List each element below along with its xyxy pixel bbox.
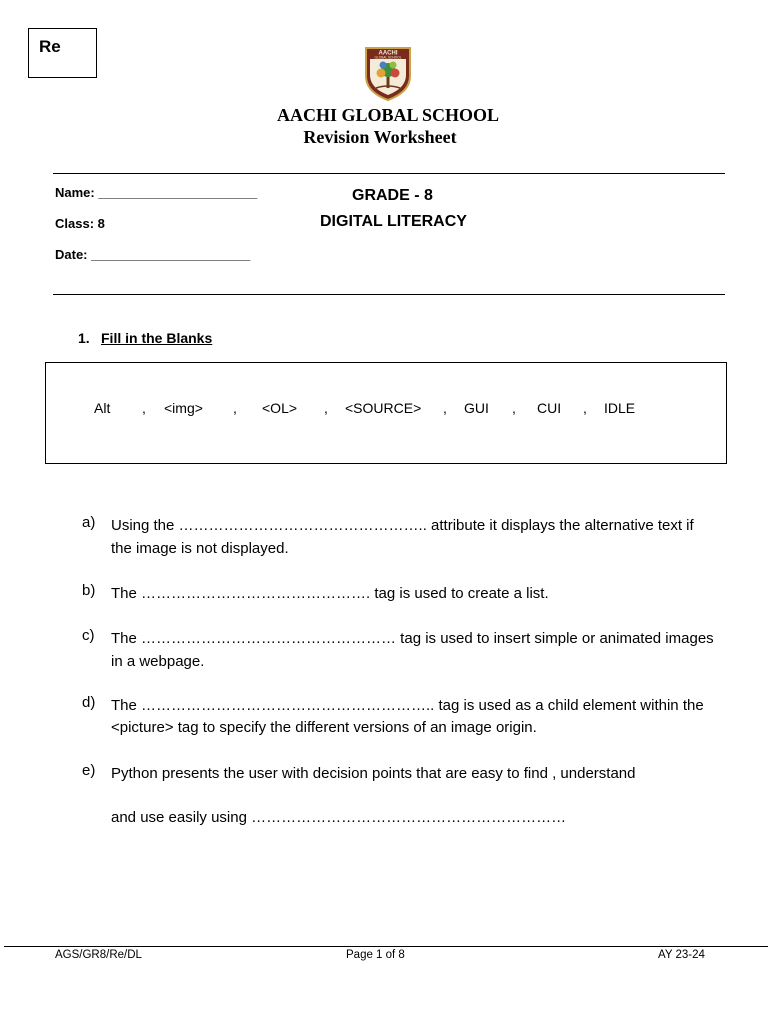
question-line: <picture> tag to specify the different versions of an image origin. (111, 719, 537, 736)
question-letter: c) (82, 627, 95, 644)
footer-divider (4, 946, 768, 947)
school-name: AACHI GLOBAL SCHOOL (276, 105, 500, 125)
school-logo (362, 44, 414, 102)
word-bank-separator: , (512, 400, 516, 416)
section-number: 1. (78, 330, 90, 346)
question-line: in a webpage. (111, 653, 205, 670)
word-bank-separator: , (443, 400, 447, 416)
grade-heading: GRADE - 8 (352, 187, 433, 204)
question-letter: d) (82, 694, 96, 711)
question-letter: a) (82, 514, 96, 531)
name-field-label: Name: ______________________ (55, 185, 258, 200)
word-bank-item: CUI (537, 400, 562, 416)
logo-text-bottom: GLOBAL SCHOOL (374, 55, 402, 60)
question-letter: b) (82, 582, 96, 599)
word-bank-separator: , (324, 400, 328, 416)
question-line: The …………………………………………… tag is used to insert simple or animated images (111, 630, 714, 647)
word-bank-item: Alt (94, 400, 111, 416)
subject-heading: DIGITAL LITERACY (320, 213, 467, 230)
bottom-divider (53, 294, 725, 295)
question-line: Using the ………………………………………….. attribute it displays the alternative text if (111, 517, 694, 534)
word-bank-item: <img> (164, 400, 203, 416)
word-bank-item: <OL> (262, 400, 298, 416)
logo-text-top: AACHI (378, 50, 398, 57)
section-title: Fill in the Blanks (101, 330, 213, 346)
worksheet-title: Revision Worksheet (303, 127, 457, 147)
footer-academic-year: AY 23-24 (658, 949, 705, 961)
question-line: Python presents the user with decision points that are easy to find , understand (111, 765, 636, 782)
class-label: Class: 8 (55, 216, 105, 231)
word-bank-separator: , (583, 400, 587, 416)
corner-code-box: Re (28, 28, 97, 78)
word-bank-separator: , (142, 400, 146, 416)
word-bank-item: GUI (464, 400, 489, 416)
word-bank-separator: , (233, 400, 237, 416)
question-line: The ………………………………………. tag is used to create a list. (111, 585, 549, 602)
word-bank-item: <SOURCE> (345, 400, 422, 416)
question-letter: e) (82, 762, 96, 779)
question-line: and use easily using ……………………………………………………… (111, 809, 567, 826)
date-field-label: Date: ______________________ (55, 247, 251, 262)
question-line: the image is not displayed. (111, 540, 289, 557)
top-divider (53, 173, 725, 174)
footer-page-number: Page 1 of 8 (346, 949, 405, 961)
footer-document-code: AGS/GR8/Re/DL (55, 949, 142, 961)
word-bank-item: IDLE (604, 400, 636, 416)
question-line: The ………………………………………………….. tag is used as a child element within the (111, 697, 704, 714)
